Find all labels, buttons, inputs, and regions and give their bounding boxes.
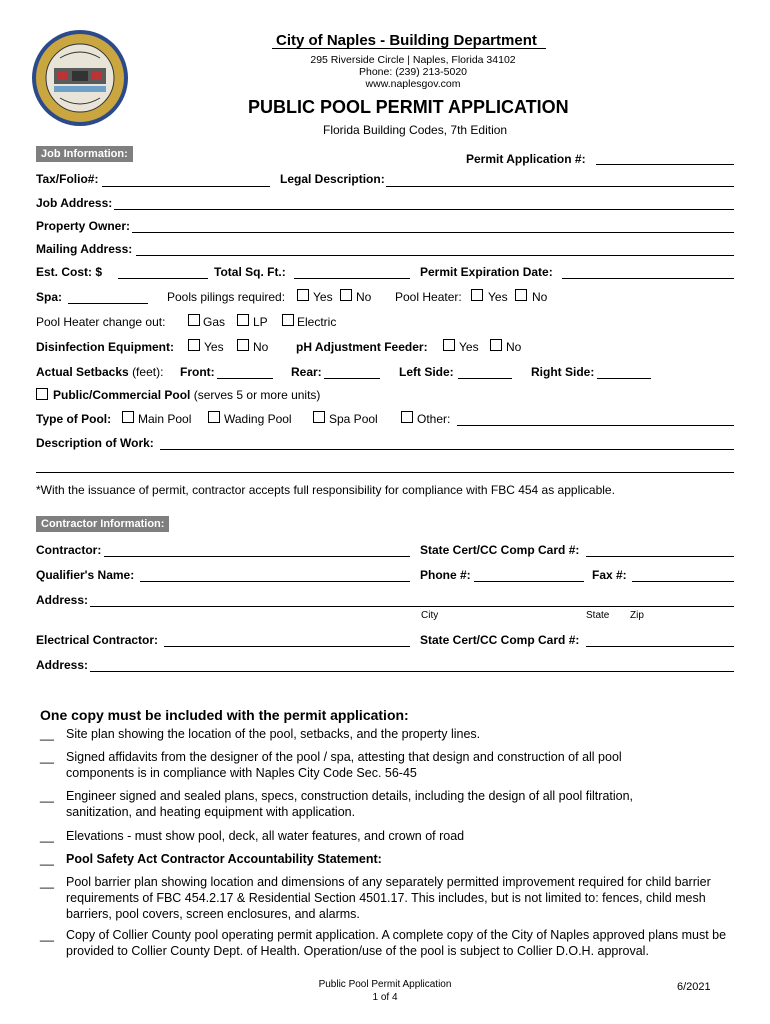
requirement-item [40,874,720,924]
city-caption: City [421,610,439,621]
heater-change-label: Pool Heater change out: [36,315,166,329]
heater-no-checkbox[interactable] [515,289,527,301]
fax-label: Fax #: [592,568,627,582]
permit-number-label: Permit Application #: [466,152,586,166]
phone-label: Phone #: [420,568,471,582]
tax-folio-field[interactable] [102,186,270,187]
ph-feeder-label: pH Adjustment Feeder: [296,340,428,354]
expiration-date-field[interactable] [562,278,734,279]
header-underline [272,48,546,49]
tax-folio-label: Tax/Folio#: [36,172,99,186]
expiration-date-label: Permit Expiration Date: [420,265,553,279]
description-field-1[interactable] [160,449,734,450]
job-address-field[interactable] [114,209,734,210]
legal-description-field[interactable] [386,186,734,187]
description-label: Description of Work: [36,436,154,450]
spa-field[interactable] [68,303,148,304]
requirement-item [40,927,730,961]
ph-no-label: No [506,340,522,354]
page-title: PUBLIC POOL PERMIT APPLICATION [248,97,569,117]
permit-number-field[interactable] [596,164,734,165]
heater-yes-label: Yes [488,290,508,304]
job-information-header: Job Information: [36,146,133,162]
pilings-no-checkbox[interactable] [340,289,352,301]
requirement-text: Site plan showing the location of the pool, setbacks, and the property lines. [66,727,481,741]
left-side-field[interactable] [458,378,512,379]
requirement-item [40,828,720,846]
disinfection-no-label: No [253,340,269,354]
gas-checkbox[interactable] [188,314,200,326]
electrical-contractor-label: Electrical Contractor: [36,633,159,647]
requirement-text: Pool Safety Act Contractor Accountability Statement: [66,852,382,866]
footer-date: 6/2021 [677,981,711,993]
compliance-note: *With the issuance of permit, contractor accepts full responsibility for compliance with FBC 454 as applicable. [36,483,615,497]
est-cost-label: Est. Cost: $ [36,265,103,279]
other-pool-field[interactable] [457,425,734,426]
dept-phone: Phone: (239) 213-5020 [359,66,467,78]
rear-field[interactable] [324,378,380,379]
contractor-field[interactable] [104,556,410,557]
heater-yes-checkbox[interactable] [471,289,483,301]
requirement-check-blank[interactable]: __ [40,928,54,942]
right-side-field[interactable] [597,378,651,379]
electrical-address-field[interactable] [90,671,734,672]
right-side-label: Right Side: [531,365,595,379]
left-side-label: Left Side: [399,365,454,379]
pilings-no-label: No [356,290,372,304]
requirement-item [40,726,720,744]
contractor-label: Contractor: [36,543,102,557]
public-pool-checkbox[interactable] [36,388,48,400]
footer-form-name: Public Pool Permit Application [318,979,452,990]
phone-field[interactable] [474,581,584,582]
front-field[interactable] [217,378,273,379]
disinfection-yes-checkbox[interactable] [188,339,200,351]
mailing-address-field[interactable] [136,255,734,256]
requirement-text: Elevations - must show pool, deck, all water features, and crown of road [66,829,465,843]
zip-caption: Zip [630,610,644,621]
electric-checkbox[interactable] [282,314,294,326]
fax-field[interactable] [632,581,734,582]
requirement-text: Signed affidavits from the designer of the pool / spa, attesting that design and construction of all pool components is in compliance with Naples City Code Sec. 56-45 [66,750,622,780]
electrical-cert-label: State Cert/CC Comp Card #: [420,633,580,647]
rear-label: Rear: [291,365,322,379]
requirement-text: Copy of Collier County pool operating permit application. A complete copy of the City of Naples approved plans must be provided to Collier County Dept. of Health. Operation/use of the pool is subject to Collier D.O.H. approval. [66,928,727,958]
department-name: City of Naples - Building Department [276,32,537,49]
public-pool-bold: Public/Commercial Pool [53,388,191,402]
property-owner-field[interactable] [132,232,734,233]
footer-page-number: 1 of 4 [372,992,398,1003]
main-pool-checkbox[interactable] [122,411,134,423]
state-caption: State [586,610,610,621]
pool-heater-label: Pool Heater: [395,290,462,304]
ph-yes-label: Yes [459,340,479,354]
qualifier-name-field[interactable] [140,581,410,582]
requirement-check-blank[interactable]: __ [40,727,54,741]
state-cert-field[interactable] [586,556,734,557]
total-sqft-field[interactable] [294,278,410,279]
mailing-address-label: Mailing Address: [36,242,133,256]
front-label: Front: [180,365,215,379]
other-pool-checkbox[interactable] [401,411,413,423]
qualifier-name-label: Qualifier's Name: [36,568,135,582]
lp-label: LP [253,315,268,329]
dept-address: 295 Riverside Circle | Naples, Florida 34102 [310,54,516,66]
pilings-label: Pools pilings required: [167,290,286,304]
contractor-address-label: Address: [36,593,89,607]
requirement-text: Engineer signed and sealed plans, specs, construction details, including the design of all pool filtration, sanitization, and heating equipment with application. [66,789,634,819]
wading-pool-label: Wading Pool [224,412,292,426]
setbacks-feet: (feet): [132,365,164,379]
requirement-check-blank[interactable]: __ [40,829,54,843]
disinfection-no-checkbox[interactable] [237,339,249,351]
requirement-check-blank[interactable]: __ [40,875,54,889]
requirement-check-blank[interactable]: __ [40,789,54,803]
requirement-check-blank[interactable]: __ [40,852,54,866]
spa-pool-label: Spa Pool [329,412,378,426]
heater-no-label: No [532,290,548,304]
electric-label: Electric [297,315,337,329]
other-pool-label: Other: [417,412,451,426]
state-cert-label: State Cert/CC Comp Card #: [420,543,580,557]
electrical-cert-field[interactable] [586,646,734,647]
electrical-address-label: Address: [36,658,89,672]
pilings-yes-label: Yes [313,290,333,304]
setbacks-bold: Actual Setbacks [36,365,129,379]
est-cost-field[interactable] [118,278,208,279]
public-pool-note: (serves 5 or more units) [193,388,321,402]
disinfection-yes-label: Yes [204,340,224,354]
code-edition: Florida Building Codes, 7th Edition [323,123,508,137]
contractor-information-header: Contractor Information: [36,516,169,532]
spa-pool-checkbox[interactable] [313,411,325,423]
requirement-item [40,788,720,822]
disinfection-label: Disinfection Equipment: [36,340,174,354]
lp-checkbox[interactable] [237,314,249,326]
main-pool-label: Main Pool [138,412,192,426]
pool-type-label: Type of Pool: [36,412,112,426]
gas-label: Gas [203,315,226,329]
property-owner-label: Property Owner: [36,219,131,233]
requirement-text: Pool barrier plan showing location and dimensions of any separately permitted improvement required for child barrier requirements of FBC 454.2.17 & Residential Section 4501.17. This includes, but is not limited to: fences, child mesh barriers, pool covers, screen enclosures, and alarms. [66,875,711,921]
ph-yes-checkbox[interactable] [443,339,455,351]
contractor-address-field[interactable] [90,606,734,607]
total-sqft-label: Total Sq. Ft.: [214,265,286,279]
description-field-2[interactable] [36,472,734,473]
requirements-heading: One copy must be included with the permit application: [40,707,409,723]
requirement-item [40,749,720,783]
pilings-yes-checkbox[interactable] [297,289,309,301]
requirement-item [40,851,720,869]
city-seal-icon [30,28,130,128]
requirement-check-blank[interactable]: __ [40,750,54,764]
legal-description-label: Legal Description: [280,172,385,186]
electrical-contractor-field[interactable] [164,646,410,647]
ph-no-checkbox[interactable] [490,339,502,351]
job-address-label: Job Address: [36,196,113,210]
dept-website: www.naplesgov.com [365,78,461,90]
spa-label: Spa: [36,290,63,304]
setbacks-label [36,365,163,379]
public-pool-label [53,388,320,402]
wading-pool-checkbox[interactable] [208,411,220,423]
